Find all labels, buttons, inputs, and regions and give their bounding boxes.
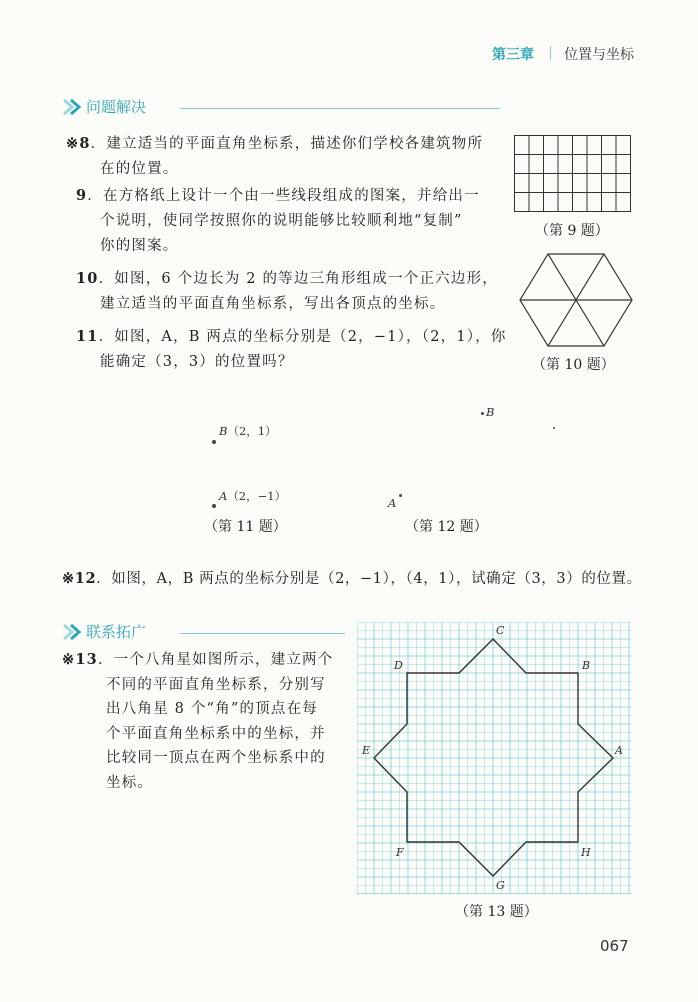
figure-10-hexagon (518, 252, 634, 348)
vertex-label-g: G (496, 879, 505, 892)
problem-text: 比较同一顶点在两个坐标系中的 (106, 750, 326, 766)
vertex-label-e: E (362, 744, 371, 757)
problem-9: 9．在方格纸上设计一个由一些线段组成的图案，并给出一 个说明，使同学按照你的说明能够比较顺利地“复制” 你的图案。 (76, 183, 516, 259)
point-b-dot (481, 412, 484, 415)
problem-text: 如图，A，B 两点的坐标分别是（2，−1），（2，1），你 (114, 329, 507, 345)
problem-text: 一个八角星如图所示，建立两个 (113, 652, 334, 668)
problem-text: 能确定（3，3）的位置吗？ (100, 354, 294, 370)
figure-13-caption: （第 13 题） (455, 904, 538, 920)
problem-11: 11．如图，A，B 两点的坐标分别是（2，−1），（2，1），你 能确定（3，3）的位置吗？ (76, 324, 516, 375)
problem-text: 个说明，使同学按照你的说明能够比较顺利地“复制” (100, 213, 463, 229)
header-divider (550, 46, 551, 60)
figure-9-grid (514, 135, 632, 213)
problem-text: 坐标。 (106, 774, 154, 791)
problem-text: 如图，6 个边长为 2 的等边三角形组成一个正六边形， (114, 271, 498, 287)
chevron-right-icon (62, 98, 84, 116)
problem-number: 9 (76, 187, 88, 204)
problem-text: 出八角星 8 个“角”的顶点在每 (106, 701, 318, 717)
section-rule (180, 633, 345, 634)
figure-9-caption: （第 9 题） (535, 223, 609, 239)
problem-number: 11 (76, 328, 99, 345)
problem-text: 在方格纸上设计一个由一些线段组成的图案，并给出一 (103, 188, 480, 204)
vertex-label-b: B (582, 659, 591, 672)
problem-number: ※13 (62, 651, 98, 668)
point-b-label: B（2，1） (219, 424, 277, 438)
section-heading-problem-solving (62, 96, 146, 117)
chapter-label: 第三章 (492, 47, 534, 63)
problem-text: 如图，A，B 两点的坐标分别是（2，−1），（4，1），试确定（3，3）的位置。 (111, 571, 642, 587)
problem-number: ※12 (62, 570, 97, 587)
section-title: 问题解决 (86, 98, 147, 116)
point-a-dot (399, 494, 402, 497)
section-title: 联系拓广 (86, 623, 147, 641)
section-rule (180, 108, 500, 109)
problem-text: 建立适当的平面直角坐标系，写出各顶点的坐标。 (100, 296, 446, 312)
chevron-right-icon (62, 623, 84, 641)
vertex-label-a: A (615, 744, 623, 757)
point-a-label: A（2，−1） (219, 489, 287, 503)
vertex-label-d: D (394, 659, 403, 672)
problem-number: 10 (76, 270, 99, 287)
page-number: 067 (600, 937, 629, 955)
problem-number: ※8 (66, 135, 91, 152)
point-b-dot (212, 440, 216, 444)
problem-text: 你的图案。 (100, 238, 179, 254)
problem-8: ※8．建立适当的平面直角坐标系，描述你们学校各建筑物所 在的位置。 (66, 131, 506, 182)
figure-12-caption: （第 12 题） (405, 519, 488, 535)
point-a-dot (212, 504, 216, 508)
problem-10: 10．如图，6 个边长为 2 的等边三角形组成一个正六边形， 建立适当的平面直角坐标系，写出各顶点的坐标。 (76, 266, 516, 317)
vertex-label-f: F (396, 846, 404, 859)
problem-13: ※13．一个八角星如图所示，建立两个 不同的平面直角坐标系，分别写 出八角星 8 个“角”的顶点在每 个平面直角坐标系中的坐标，并 比较同一顶点在两个坐标系中的 坐标。 (62, 648, 352, 795)
figure-10-caption: （第 10 题） (532, 357, 615, 373)
problem-text: 在的位置。 (100, 161, 179, 177)
problem-text: 不同的平面直角坐标系，分别写 (106, 676, 326, 693)
vertex-label-h: H (581, 846, 591, 859)
point-b-label: B (486, 405, 495, 419)
point-a-label: A (388, 496, 397, 510)
problem-text: 建立适当的平面直角坐标系，描述你们学校各建筑物所 (106, 136, 484, 152)
problem-12: ※12．如图，A，B 两点的坐标分别是（2，−1），（4，1），试确定（3，3）的位置。 (62, 570, 642, 587)
mark-dot (553, 427, 555, 429)
problem-text: 个平面直角坐标系中的坐标，并 (106, 725, 326, 742)
octagram-outline (374, 639, 613, 876)
figure-13-octagram-grid (357, 622, 631, 894)
chapter-title: 位置与坐标 (564, 47, 634, 63)
figure-11-caption: （第 11 题） (204, 519, 287, 535)
vertex-label-c: C (496, 624, 505, 637)
section-heading-extension (62, 621, 146, 642)
